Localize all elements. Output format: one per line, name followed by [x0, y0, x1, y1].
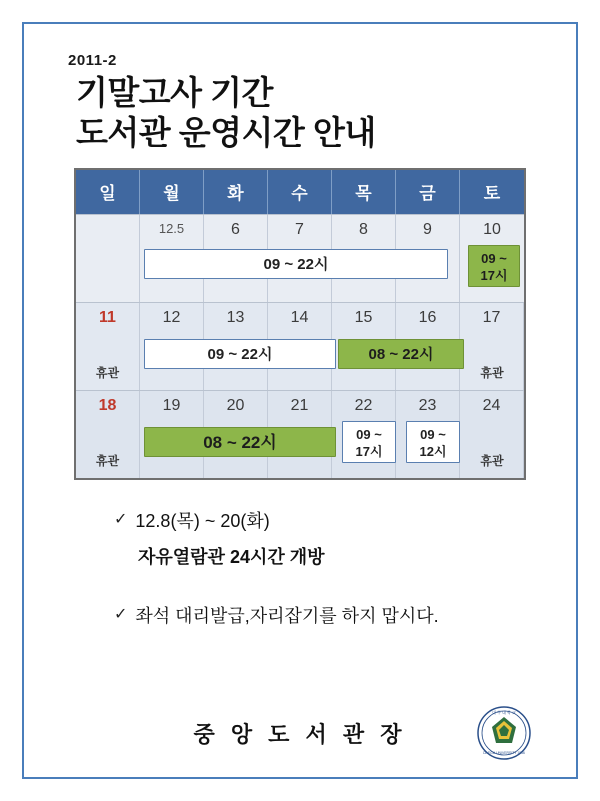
day-number: 18: [98, 396, 117, 414]
hours-bar: 08 ~ 22시: [144, 427, 336, 457]
note-item: [114, 603, 546, 631]
closed-label: 휴관: [480, 453, 504, 468]
day-number: 21: [290, 396, 309, 414]
day-number: 24: [482, 396, 501, 414]
day-number: 8: [359, 220, 368, 238]
hours-bar: 09 ~ 17시: [468, 245, 520, 287]
day-number: 19: [162, 396, 181, 414]
day-number: 7: [295, 220, 304, 238]
calendar-header-row: [76, 170, 524, 214]
weekday-wed: 수: [268, 170, 332, 214]
note-text: 좌석 대리발급,자리잡기를 하지 맙시다.: [135, 606, 439, 627]
closed-label: 휴관: [480, 365, 504, 380]
poster-frame: [22, 22, 578, 779]
day-number: 10: [483, 220, 501, 238]
hours-bar: 08 ~ 22시: [338, 339, 464, 369]
day-number: 20: [226, 396, 245, 414]
svg-text:DAEGU UNIVERSITY 1956: DAEGU UNIVERSITY 1956: [483, 751, 525, 755]
weekday-sun: 일: [76, 170, 140, 214]
day-number: 12.5: [158, 220, 185, 236]
day-number: 12: [162, 308, 181, 326]
footer: [24, 710, 576, 755]
daegu-university-emblem-icon: [476, 705, 532, 761]
svg-text:대 구 대 학 교: 대 구 대 학 교: [492, 710, 516, 715]
note-item: [114, 508, 546, 536]
hours-bar: 09 ~ 12시: [406, 421, 460, 463]
day-cell: [76, 303, 140, 390]
calendar-week-row: [76, 214, 524, 302]
day-number: 16: [418, 308, 437, 326]
hours-bar: 09 ~ 17시: [342, 421, 396, 463]
day-cell: [76, 391, 140, 478]
signature-text: 중 앙 도 서 관 장: [193, 722, 407, 747]
calendar-week-row: [76, 390, 524, 478]
weekday-thu: 목: [332, 170, 396, 214]
title-line-1: 기말고사 기간: [76, 74, 273, 111]
year-label: 2011-2: [68, 52, 117, 69]
check-icon: ✓: [114, 510, 128, 528]
notes-section: [114, 508, 546, 632]
day-number: 22: [354, 396, 373, 414]
closed-label: 휴관: [95, 365, 120, 380]
weekday-sat: 토: [483, 183, 501, 203]
day-cell: [76, 215, 140, 302]
note-text: 12.8(목) ~ 20(화): [135, 510, 270, 531]
hours-bar: 09 ~ 22시: [144, 339, 336, 369]
day-number: 6: [231, 220, 240, 238]
closed-label: 휴관: [95, 453, 120, 468]
weekday-fri: 금: [396, 170, 460, 214]
day-number: 14: [290, 308, 309, 326]
weekday-tue: 화: [204, 170, 268, 214]
day-number: 11: [99, 308, 116, 326]
day-number: 17: [482, 308, 501, 326]
check-icon: ✓: [114, 606, 128, 624]
day-number: 9: [423, 220, 432, 238]
calendar: [74, 168, 526, 480]
title-line-2: 도서관 운영시간 안내: [76, 114, 376, 152]
hours-bar: 09 ~ 22시: [144, 249, 448, 279]
calendar-week-row: [76, 302, 524, 390]
day-number: 15: [354, 308, 373, 326]
page-title: [76, 73, 546, 154]
day-number: 13: [226, 308, 245, 326]
note-subtext: 자유열람관 24시간 개방: [138, 547, 325, 568]
weekday-mon: 월: [140, 170, 204, 214]
day-number: 23: [418, 396, 437, 414]
